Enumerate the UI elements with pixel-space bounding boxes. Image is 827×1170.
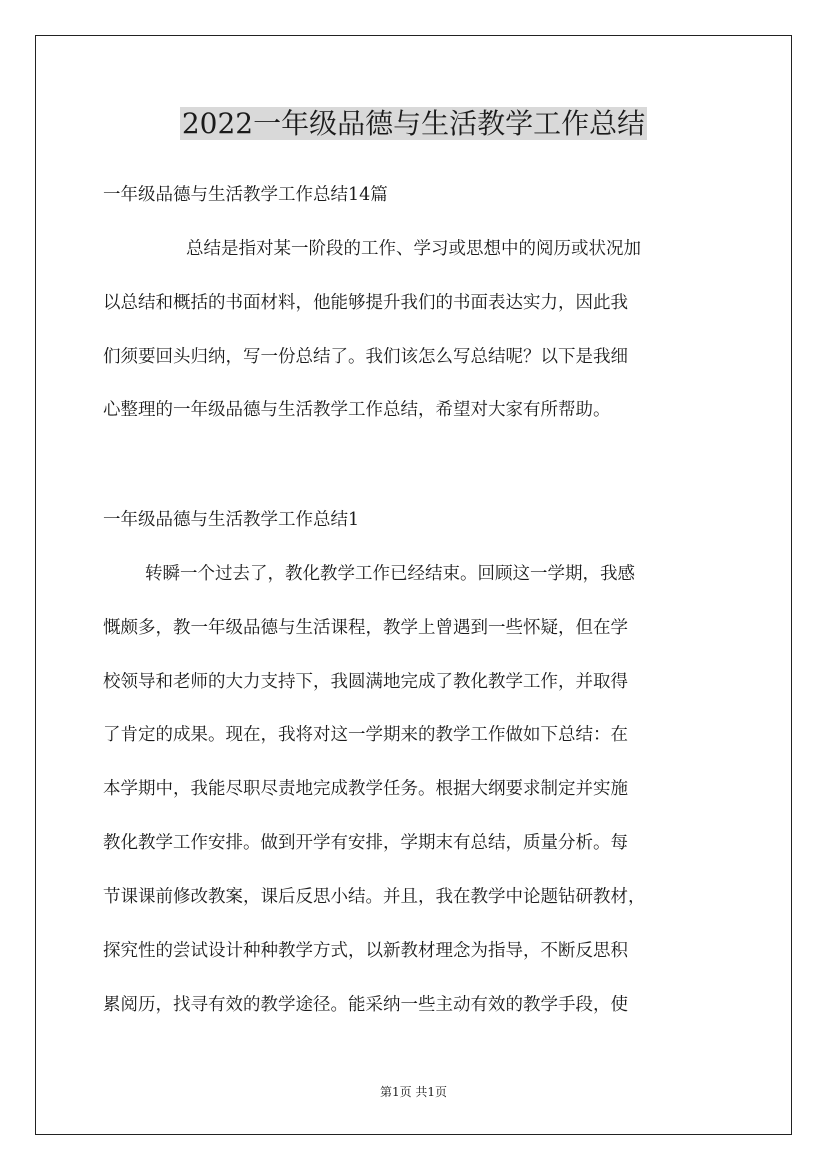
body-line: 了肯定的成果。现在，我将对这一学期来的教学工作做如下总结：在 <box>103 725 628 745</box>
intro-line: 心整理的一年级品德与生活教学工作总结，希望对大家有所帮助。 <box>103 400 611 420</box>
body-line: 探究性的尝试设计种种教学方式，以新教材理念为指导，不断反思积 <box>103 941 628 961</box>
body-line: 节课课前修改教案，课后反思小结。并且，我在教学中论题钻研教材， <box>103 887 646 907</box>
body-line: 本学期中，我能尽职尽责地完成教学任务。根据大纲要求制定并实施 <box>103 779 628 799</box>
document-title <box>0 104 827 144</box>
intro-line: 以总结和概括的书面材料，他能够提升我们的书面表达实力，因此我 <box>103 293 628 313</box>
intro-line: 总结是指对某一阶段的工作、学习或思想中的阅历或状况加 <box>186 239 641 259</box>
page-footer: 第1页 共1页 <box>379 1085 448 1099</box>
body-line: 累阅历，找寻有效的教学途径。能采纳一些主动有效的教学手段，使 <box>103 995 628 1015</box>
body-line: 慨颇多，教一年级品德与生活课程，教学上曾遇到一些怀疑，但在学 <box>103 618 628 638</box>
body-line: 转瞬一个过去了，教化教学工作已经结束。回顾这一学期，我感 <box>145 564 635 584</box>
body-line: 校领导和老师的大力支持下，我圆满地完成了教化教学工作，并取得 <box>103 672 628 692</box>
intro-line: 们须要回头归纳，写一份总结了。我们该怎么写总结呢？以下是我细 <box>103 347 628 367</box>
document-title-text: 2022一年级品德与生活教学工作总结 <box>181 107 646 140</box>
body-line: 教化教学工作安排。做到开学有安排，学期末有总结，质量分析。每 <box>103 833 628 853</box>
section-heading: 一年级品德与生活教学工作总结1 <box>103 510 360 530</box>
document-subtitle: 一年级品德与生活教学工作总结14篇 <box>103 185 388 205</box>
